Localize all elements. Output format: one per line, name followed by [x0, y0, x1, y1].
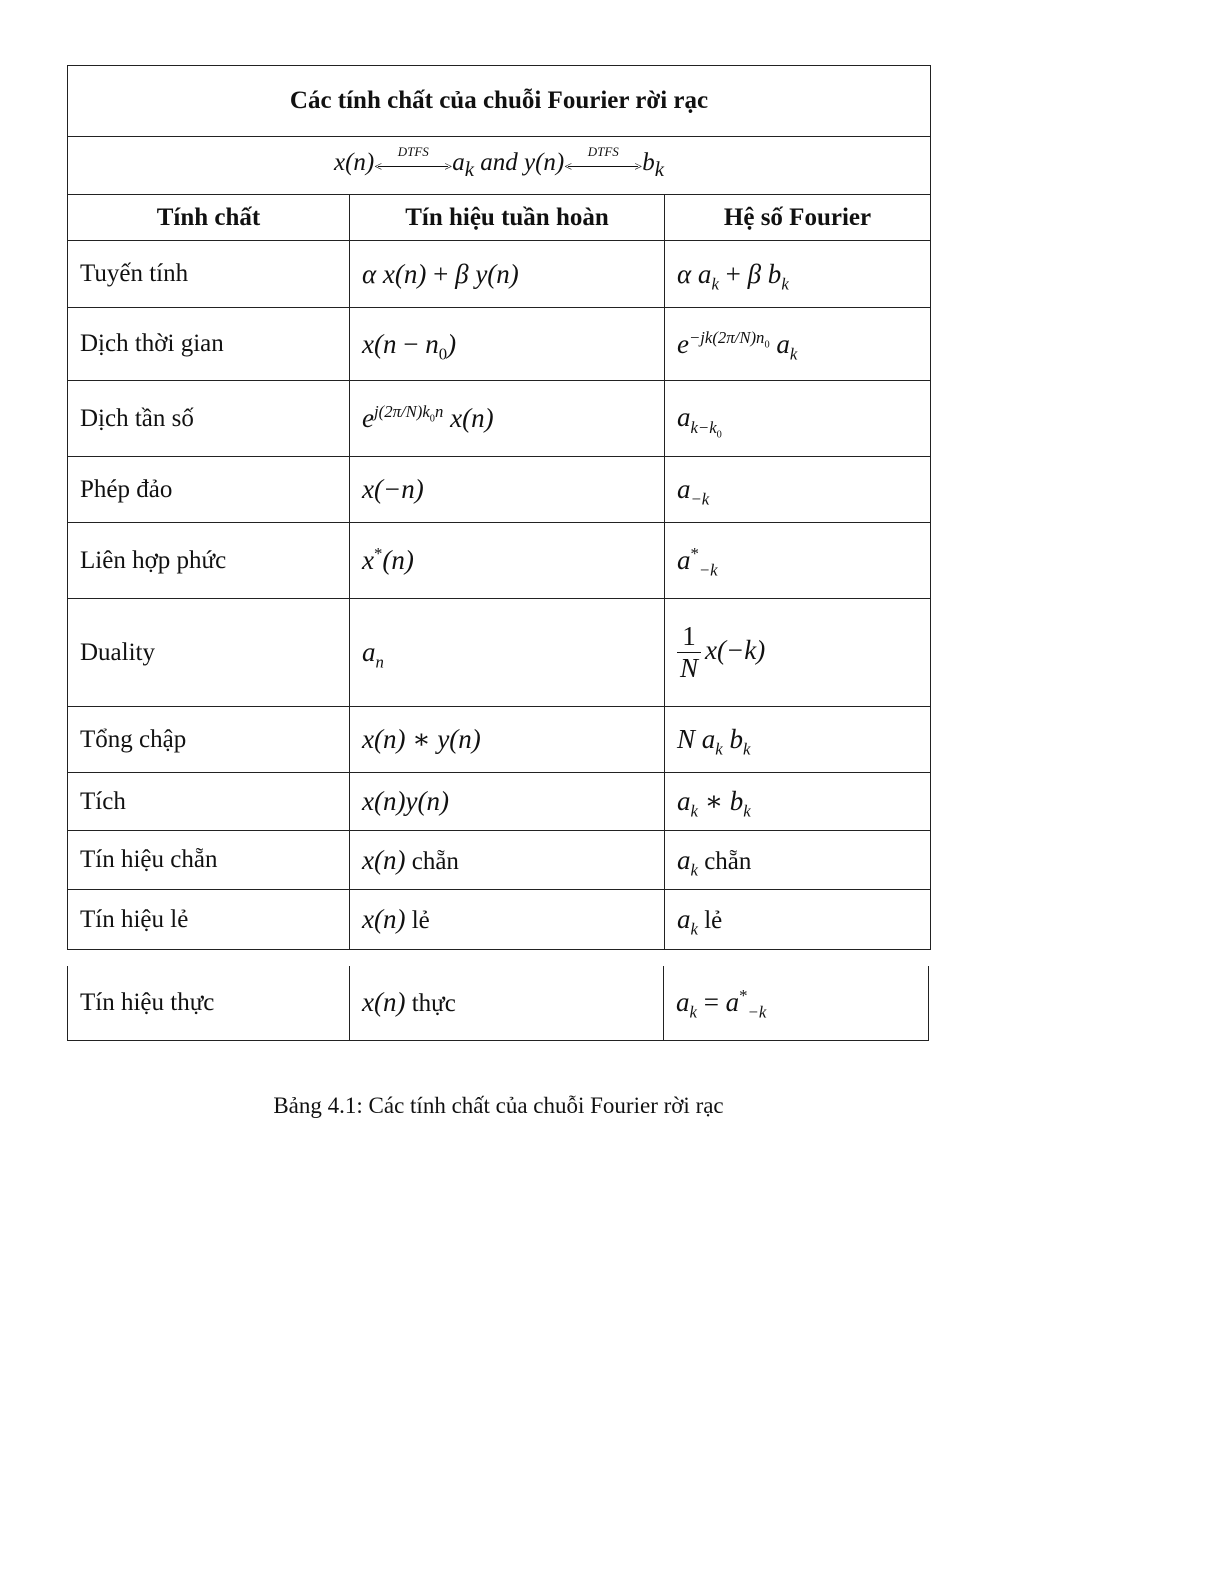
- dtfs-arrow-icon: DTFS < >: [374, 144, 453, 176]
- pair-x-n: x(n): [334, 149, 375, 176]
- signal-word: thực: [411, 990, 456, 1018]
- header-coefficient: Hệ số Fourier: [665, 195, 931, 241]
- coefficient-formula: α $a_k + \beta$ $b_k$: [665, 241, 931, 308]
- coefficient-formula: N $a_k$ $b_k$: [665, 707, 931, 773]
- transform-pairs: [68, 137, 931, 195]
- pair-b-k: $b_k$: [642, 149, 664, 181]
- table-row: [68, 707, 931, 773]
- property-cell: Tuyến tính: [68, 241, 350, 308]
- property-cell: Dịch thời gian: [68, 308, 350, 381]
- signal-formula: α x(n) + β y(n): [350, 241, 665, 308]
- coefficient-formula: $\frac{1}{N}$ x(−k): [665, 599, 931, 707]
- table-title: Các tính chất của chuỗi Fourier rời rạc: [68, 66, 931, 137]
- property-cell: Tín hiệu chẵn: [68, 831, 350, 890]
- coefficient-formula: $a_{k-k_0}$: [665, 381, 931, 457]
- table-caption: Bảng 4.1: Các tính chất của chuỗi Fourier rời rạc: [273, 1093, 724, 1118]
- table-row: [68, 457, 931, 523]
- coefficient-formula: $a_{-k}$: [665, 457, 931, 523]
- header-signal: Tín hiệu tuần hoàn: [350, 195, 665, 241]
- table-row: [68, 966, 929, 1040]
- table-row: [68, 599, 931, 707]
- table-row: [68, 831, 931, 890]
- signal-formula: $x(n - n_0)$: [350, 308, 665, 381]
- pair-a-k: $a_k$: [452, 149, 474, 181]
- signal-formula: x(n) ∗ y(n): [350, 707, 665, 773]
- table-row: [68, 308, 931, 381]
- dtfs-arrow-icon: DTFS < >: [564, 144, 643, 176]
- signal-formula: $a_n$: [350, 599, 665, 707]
- pair-y-n: y(n): [524, 149, 565, 176]
- table-row: [68, 381, 931, 457]
- table-row: [68, 523, 931, 599]
- signal-formula: x(n) chẵn: [350, 831, 665, 890]
- signal-formula: x(n)y(n): [350, 773, 665, 831]
- property-cell: Tín hiệu thực: [68, 966, 350, 1040]
- header-property: Tính chất: [68, 195, 350, 241]
- coefficient-word: chẵn: [704, 847, 752, 875]
- table-row: [68, 890, 931, 950]
- coefficient-formula: $a_k$ chẵn: [665, 831, 931, 890]
- property-cell: Dịch tần số: [68, 381, 350, 457]
- signal-formula: x(n) thực: [350, 966, 664, 1040]
- pair-and: and: [480, 149, 518, 176]
- property-cell: Liên hợp phức: [68, 523, 350, 599]
- property-cell: Duality: [68, 599, 350, 707]
- coefficient-formula: $a_k = a^*_{-k}$: [664, 966, 929, 1040]
- signal-formula: x*(n): [350, 523, 665, 599]
- property-cell: Tổng chập: [68, 707, 350, 773]
- signal-word: chẵn: [411, 847, 459, 875]
- properties-table-continued: [67, 966, 929, 1041]
- coefficient-formula: $a_k$ lẻ: [665, 890, 931, 950]
- table-row: [68, 773, 931, 831]
- signal-formula: x(n) lẻ: [350, 890, 665, 950]
- signal-word: lẻ: [411, 907, 430, 934]
- table-row: [68, 241, 931, 308]
- coefficient-word: lẻ: [704, 907, 723, 934]
- property-cell: Tín hiệu lẻ: [68, 890, 350, 950]
- property-cell: Phép đảo: [68, 457, 350, 523]
- signal-formula: x(−n): [350, 457, 665, 523]
- properties-table: [67, 65, 931, 950]
- coefficient-formula: $a_k$ ∗ $b_k$: [665, 773, 931, 831]
- coefficient-formula: $a^*_{-k}$: [665, 523, 931, 599]
- fraction-one-over-n: $\frac{1}{N}$: [677, 621, 701, 684]
- property-cell: Tích: [68, 773, 350, 831]
- signal-formula: $e^{j(2\pi/N)k_0n}$ x(n): [350, 381, 665, 457]
- coefficient-formula: $e^{-jk(2\pi/N)n_0}$ $a_k$: [665, 308, 931, 381]
